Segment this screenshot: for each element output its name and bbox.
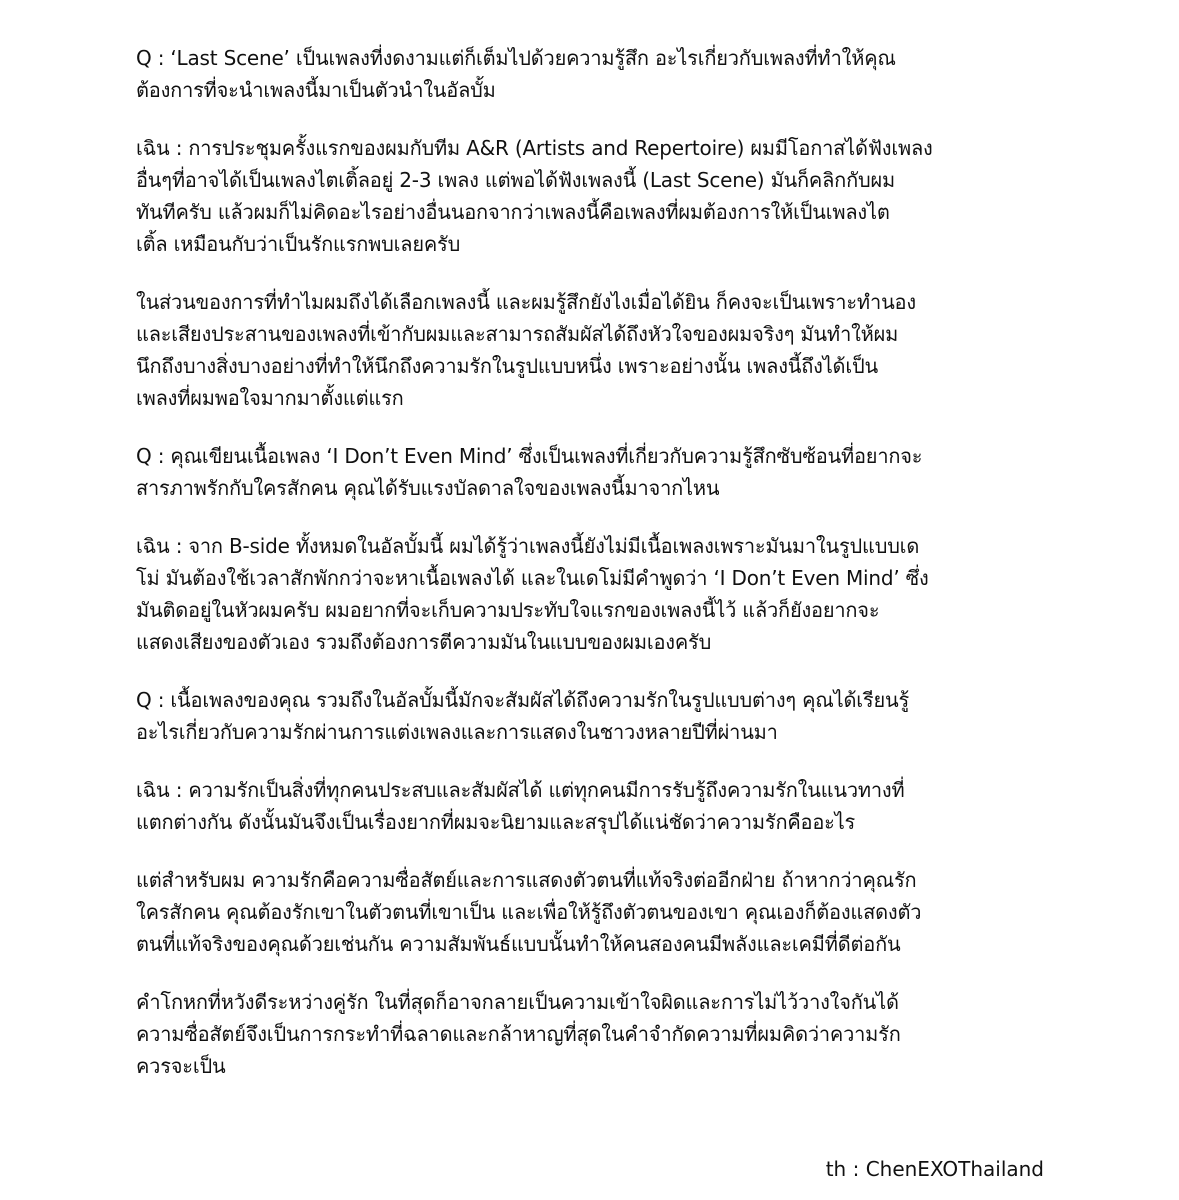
text-line: ทันทีครับ แล้วผมก็ไม่คิดอะไรอย่างอื่นนอกจากว่าเพลงนี้คือเพลงที่ผมต้องการให้เป็นเพลงไต [136, 200, 890, 224]
text-line: แต่สำหรับผม ความรักคือความซื่อสัตย์และการแสดงตัวตนที่แท้จริงต่ออีกฝ่าย ถ้าหากว่าคุณรัก [136, 868, 917, 892]
question-2 [136, 440, 1046, 504]
text-line: ต้องการที่จะนำเพลงนี้มาเป็นตัวนำในอัลบั้ม [136, 78, 496, 102]
text-line: สารภาพรักกับใครสักคน คุณได้รับแรงบัลดาลใจของเพลงนี้มาจากไหน [136, 476, 720, 500]
text-line: แสดงเสียงของตัวเอง รวมถึงต้องการตีความมันในแบบของผมเองครับ [136, 630, 712, 654]
text-line: ตนที่แท้จริงของคุณด้วยเช่นกัน ความสัมพันธ์แบบนั้นทำให้คนสองคนมีพลังและเคมีที่ดีต่อกัน [136, 932, 901, 956]
text-line: โม่ มันต้องใช้เวลาสักพักกว่าจะหาเนื้อเพลงได้ และในเดโม่มีคำพูดว่า ‘I Don’t Even Mind’ ซึ่ง [136, 566, 929, 590]
answer-1-continued [136, 286, 1046, 414]
text-line: แตกต่างกัน ดังนั้นมันจึงเป็นเรื่องยากที่ผมจะนิยามและสรุปได้แน่ชัดว่าความรักคืออะไร [136, 810, 856, 834]
text-line: นึกถึงบางสิ่งบางอย่างที่ทำให้นึกถึงความรักในรูปแบบหนึ่ง เพราะอย่างนั้น เพลงนี้ถึงได้เป็น [136, 354, 878, 378]
text-line: เฉิน : ความรักเป็นสิ่งที่ทุกคนประสบและสัมผัสได้ แต่ทุกคนมีการรับรู้ถึงความรักในแนวทางที่ [136, 778, 905, 802]
translation-credit: th : ChenEXOThailand [825, 1157, 1044, 1181]
answer-3-continued [136, 864, 1046, 960]
text-line: เติ้ล เหมือนกับว่าเป็นรักแรกพบเลยครับ [136, 232, 461, 256]
text-line: ในส่วนของการที่ทำไมผมถึงได้เลือกเพลงนี้ และผมรู้สึกยังไงเมื่อได้ยิน ก็คงจะเป็นเพราะทำนอง [136, 290, 916, 314]
text-line: Q : ‘Last Scene’ เป็นเพลงที่งดงามแต่ก็เต็มไปด้วยความรู้สึก อะไรเกี่ยวกับเพลงที่ทำให้คุณ [136, 46, 896, 70]
text-line: ใครสักคน คุณต้องรักเขาในตัวตนที่เขาเป็น และเพื่อให้รู้ถึงตัวตนของเขา คุณเองก็ต้องแสดงตัว [136, 900, 922, 924]
answer-3 [136, 774, 1046, 838]
text-line: เพลงที่ผมพอใจมากมาตั้งแต่แรก [136, 386, 404, 410]
text-line: และเสียงประสานของเพลงที่เข้ากับผมและสามารถสัมผัสได้ถึงหัวใจของผมจริงๆ มันทำให้ผม [136, 322, 899, 346]
question-1 [136, 42, 1046, 106]
text-line: ควรจะเป็น [136, 1054, 226, 1078]
text-line: คำโกหกที่หวังดีระหว่างคู่รัก ในที่สุดก็อาจกลายเป็นความเข้าใจผิดและการไม่ไว้วางใจกันได้ [136, 990, 899, 1014]
text-line: ความซื่อสัตย์จึงเป็นการกระทำที่ฉลาดและกล้าหาญที่สุดในคำจำกัดความที่ผมคิดว่าความรัก [136, 1022, 901, 1046]
answer-1 [136, 132, 1046, 260]
answer-3-closing [136, 986, 1046, 1082]
text-line: เฉิน : การประชุมครั้งแรกของผมกับทีม A&R (Artists and Repertoire) ผมมีโอกาสได้ฟังเพลง [136, 136, 933, 160]
text-line: Q : เนื้อเพลงของคุณ รวมถึงในอัลบั้มนี้มักจะสัมผัสได้ถึงความรักในรูปแบบต่างๆ คุณได้เรียนรู้ [136, 688, 909, 712]
text-line: อื่นๆที่อาจได้เป็นเพลงไตเติ้ลอยู่ 2-3 เพลง แต่พอได้ฟังเพลงนี้ (Last Scene) มันก็คลิกกับผม [136, 168, 895, 192]
text-line: เฉิน : จาก B-side ทั้งหมดในอัลบั้มนี้ ผมได้รู้ว่าเพลงนี้ยังไม่มีเนื้อเพลงเพราะมันมาในรูปแบบเด [136, 534, 920, 558]
text-line: Q : คุณเขียนเนื้อเพลง ‘I Don’t Even Mind’ ซึ่งเป็นเพลงที่เกี่ยวกับความรู้สึกซับซ้อนที่อยากจะ [136, 444, 923, 468]
text-line: อะไรเกี่ยวกับความรักผ่านการแต่งเพลงและการแสดงในชาวงหลายปีที่ผ่านมา [136, 720, 778, 744]
question-3 [136, 684, 1046, 748]
document-body [136, 42, 1046, 1108]
answer-2 [136, 530, 1046, 658]
text-line: มันติดอยู่ในหัวผมครับ ผมอยากที่จะเก็บความประทับใจแรกของเพลงนี้ไว้ แล้วก็ยังอยากจะ [136, 598, 880, 622]
